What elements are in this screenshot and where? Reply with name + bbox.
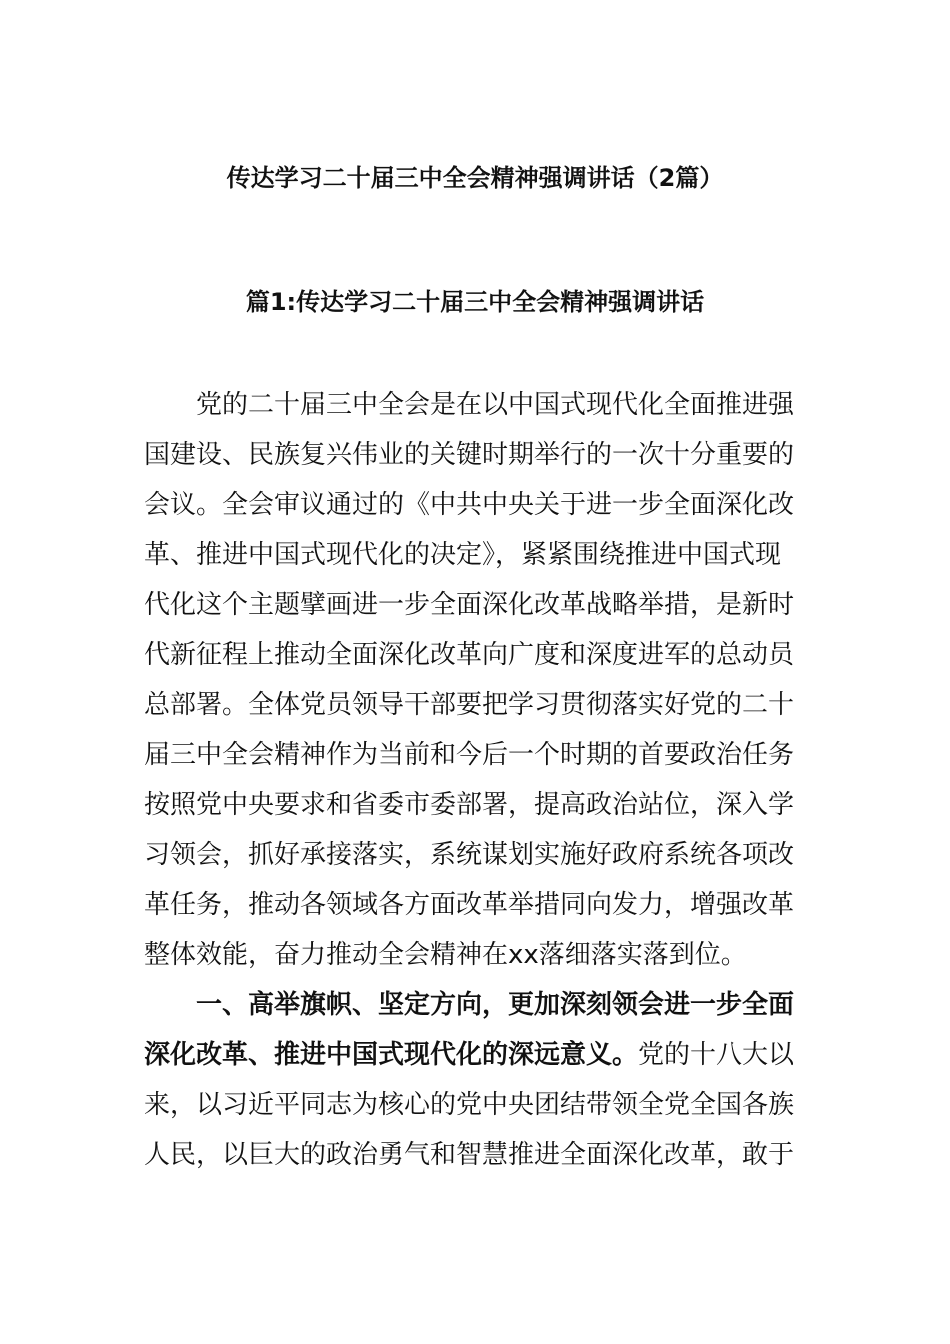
paragraph1-line: 代新征程上推动全面深化改革向广度和深度进军的总动员 <box>144 640 795 670</box>
section-one-heading-line1: 一、高举旗帜、坚定方向，更加深刻领会进一步全面 <box>196 990 795 1020</box>
paragraph2-line <box>144 1030 806 1080</box>
paragraph1-line: 党的二十届三中全会是在以中国式现代化全面推进强 <box>196 390 795 420</box>
paragraph1-line: 按照党中央要求和省委市委部署，提高政治站位，深入学 <box>144 790 795 820</box>
paragraph1-line: 会议。全会审议通过的《中共中央关于进一步全面深化改 <box>144 490 795 520</box>
paragraph1-line: 整体效能，奋力推动全会精神在xx落细落实落到位。 <box>144 940 747 970</box>
paragraph1-line: 总部署。全体党员领导干部要把学习贯彻落实好党的二十 <box>144 690 795 720</box>
section-heading: 篇1:传达学习二十届三中全会精神强调讲话 <box>245 288 705 316</box>
paragraph2-line: 来，以习近平同志为核心的党中央团结带领全党全国各族 <box>144 1090 795 1120</box>
paragraph1-line: 革任务，推动各领域各方面改革举措同向发力，增强改革 <box>144 890 795 920</box>
paragraph1-line: 届三中全会精神作为当前和今后一个时期的首要政治任务 <box>144 740 795 770</box>
paragraph2-text: 党的十八大以 <box>638 1040 795 1070</box>
body-text <box>144 380 806 1180</box>
paragraph1-line: 习领会，抓好承接落实，系统谋划实施好政府系统各项改 <box>144 840 795 870</box>
section-one-heading-line2: 深化改革、推进中国式现代化的深远意义。 <box>144 1040 639 1070</box>
paragraph2-line: 人民，以巨大的政治勇气和智慧推进全面深化改革，敢于 <box>144 1140 795 1170</box>
paragraph1-line: 革、推进中国式现代化的决定》，紧紧围绕推进中国式现 <box>144 540 782 570</box>
paragraph1-line: 国建设、民族复兴伟业的关键时期举行的一次十分重要的 <box>144 440 795 470</box>
document-title: 传达学习二十届三中全会精神强调讲话（2篇） <box>226 164 724 192</box>
paragraph1-line: 代化这个主题擘画进一步全面深化改革战略举措，是新时 <box>144 590 795 620</box>
